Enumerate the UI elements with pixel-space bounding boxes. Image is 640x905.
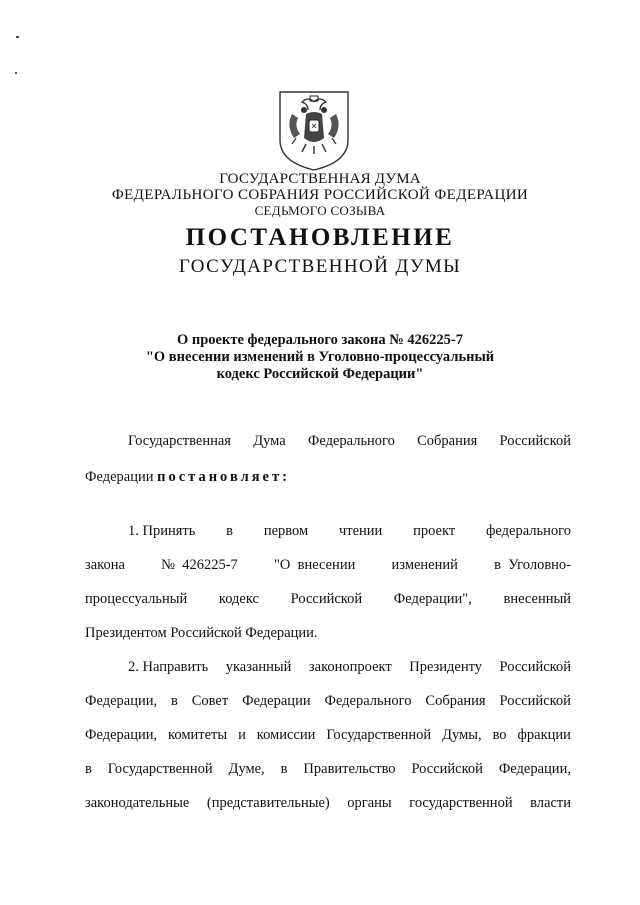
justified-word: чтении [338, 523, 383, 539]
justified-word: закона [85, 557, 125, 573]
justified-word: Федерации, [498, 761, 571, 777]
justified-word: (представительные) [206, 795, 330, 811]
coat-of-arms-emblem [276, 88, 352, 172]
justified-word: в [171, 693, 178, 709]
justified-word: Федерального [324, 693, 412, 709]
justified-word: Совет [191, 693, 229, 709]
paragraph-2-line-2 [85, 693, 571, 710]
justified-word: органы [347, 795, 392, 811]
justified-word: государственной [409, 795, 513, 811]
justified-word: указанный [225, 659, 292, 675]
justified-word: Дума [253, 433, 286, 449]
justified-word: в [226, 523, 234, 539]
justified-word: Правительство [303, 761, 396, 777]
justified-word: Федерального [307, 433, 395, 449]
subject-line-3: кодекс Российской Федерации" [216, 366, 424, 382]
justified-word: во [492, 727, 507, 743]
justified-word: Государственная [128, 433, 231, 449]
justified-word: первом [263, 523, 309, 539]
justified-word: 1. Принять [128, 523, 196, 539]
paragraph-2-line-1 [128, 659, 571, 676]
justified-word: Федерации, [85, 693, 158, 709]
justified-word: Федерации, [85, 727, 158, 743]
justified-word: Собрания [425, 693, 486, 709]
justified-word: внесенный [503, 591, 571, 607]
organization-title-line-1: ГОСУДАРСТВЕННАЯ ДУМА [219, 171, 421, 187]
justified-word: комиссии [256, 727, 316, 743]
subject-line-2: "О внесении изменений в Уголовно-процессуальный [145, 349, 495, 365]
paragraph-2-line-5 [85, 795, 571, 812]
scan-speck [16, 36, 19, 38]
justified-word: Российской [499, 693, 571, 709]
justified-word: Российской [411, 761, 483, 777]
justified-word: законопроект [308, 659, 392, 675]
double-headed-eagle-icon [276, 88, 352, 172]
justified-word: Российской [499, 433, 571, 449]
preamble-line-1 [128, 433, 571, 450]
justified-word: и [238, 727, 246, 743]
justified-word: Российской [499, 659, 571, 675]
justified-word: № 426225-7 [161, 557, 238, 573]
paragraph-1-line-2 [85, 557, 571, 574]
justified-word: Федерации", [393, 591, 472, 607]
justified-word: Президенту [409, 659, 483, 675]
justified-word: власти [530, 795, 571, 811]
justified-word: Федерации [242, 693, 311, 709]
document-type-heading: ПОСТАНОВЛЕНИЕ [185, 224, 455, 251]
justified-word: Государственной [107, 761, 213, 777]
justified-word: Думы, [442, 727, 482, 743]
justified-word: в [280, 761, 288, 777]
paragraph-2-line-4 [85, 761, 571, 778]
scan-speck [15, 72, 17, 74]
paragraph-1-line-1 [128, 523, 571, 540]
preamble-verb: постановляет: [157, 469, 290, 485]
justified-word: Думе, [228, 761, 265, 777]
justified-word: Российской [290, 591, 363, 607]
convocation-line: СЕДЬМОГО СОЗЫВА [254, 203, 386, 218]
paragraph-2-line-3 [85, 727, 571, 744]
justified-word: "О внесении [273, 557, 356, 573]
justified-word: Собрания [417, 433, 478, 449]
justified-word: процессуальный [85, 591, 188, 607]
justified-word: Государственной [326, 727, 432, 743]
justified-word: изменений [391, 557, 458, 573]
justified-word: в Уголовно- [494, 557, 571, 573]
justified-word: кодекс [218, 591, 259, 607]
preamble-start-text: Федерации [85, 469, 154, 485]
justified-word: проект [413, 523, 456, 539]
justified-word: комитеты [168, 727, 228, 743]
subject-line-1: О проекте федерального закона № 426225-7 [176, 332, 464, 348]
paragraph-1-line-4: Президентом Российской Федерации. [85, 625, 318, 641]
justified-word: федерального [486, 523, 571, 539]
justified-word: законодательные [85, 795, 190, 811]
document-issuer-subheading: ГОСУДАРСТВЕННОЙ ДУМЫ [178, 256, 462, 277]
justified-word: в [85, 761, 92, 777]
preamble-line-2 [85, 469, 571, 486]
organization-title-line-2: ФЕДЕРАЛЬНОГО СОБРАНИЯ РОССИЙСКОЙ ФЕДЕРАЦИИ [111, 187, 529, 203]
justified-word: 2. Направить [128, 659, 209, 675]
justified-word: фракции [517, 727, 571, 743]
paragraph-1-line-3 [85, 591, 571, 608]
